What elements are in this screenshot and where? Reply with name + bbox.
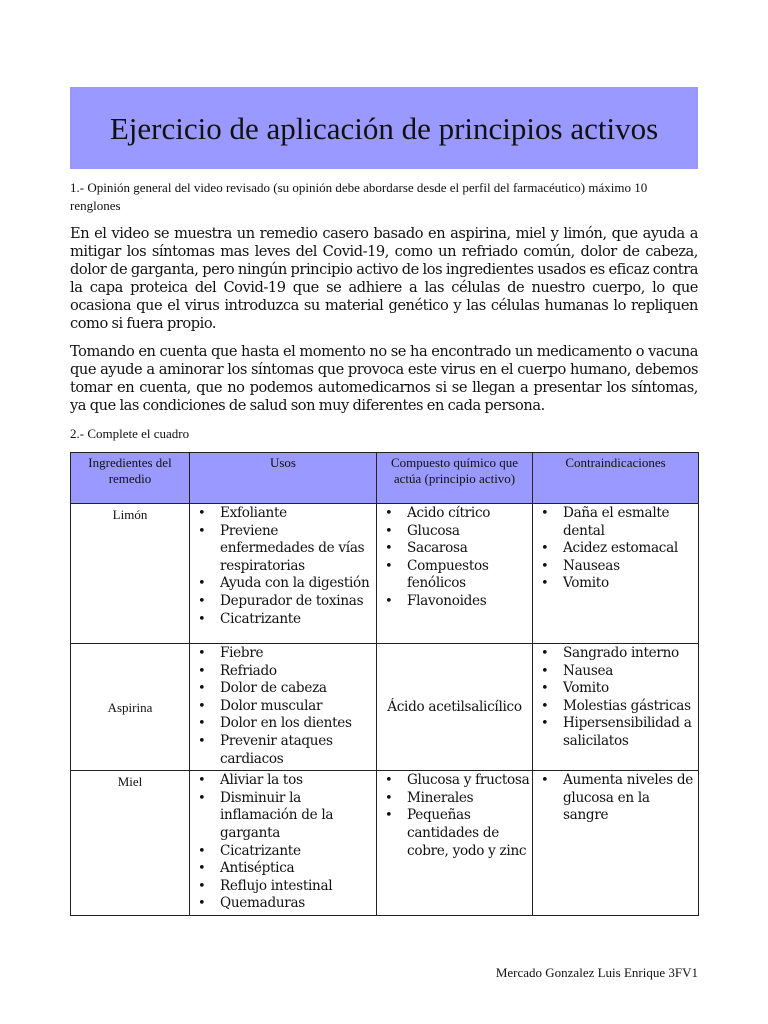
ingredient-cell: Aspirina [71,644,190,771]
document-page [70,87,698,916]
list-item: • Previene enfermedades de vías respiratorias [220,523,374,576]
usos-cell [190,504,377,644]
list-item: • Vomito [563,575,696,593]
usos-list [190,505,374,628]
contra-list [533,645,696,751]
header-ingredientes: Ingredientes del remedio [71,453,190,504]
list-item: • Dolor de cabeza [220,680,374,698]
list-item: • Daña el esmalte dental [563,505,696,540]
list-item: • Glucosa [407,523,530,541]
header-contraindicaciones: Contraindicaciones [533,453,699,504]
compuesto-cell: Ácido acetilsalicílico [377,644,533,771]
ingredient-cell: Limón [71,504,190,644]
compuesto-list [377,505,530,611]
list-item: • Minerales [407,790,530,808]
answer-paragraph-2: Tomando en cuenta que hasta el momento no se ha encontrado un medicamento o vacuna que ayude a aminorar los síntomas que provoca este virus en el cuerpo humano, debemos tomar en cuenta, que no podemos automedicarnos si se llegan a presentar los síntomas, ya que las condiciones de salud son muy diferentes en cada persona. [70,343,698,414]
list-item: • Exfoliante [220,505,374,523]
table-header-row [71,453,699,504]
answer-paragraph-1: En el video se muestra un remedio casero basado en aspirina, miel y limón, que ayuda a mitigar los síntomas mas leves del Covid-19, como un refriado común, dolor de cabeza, dolor de garganta, pero ningún principio activo de los ingredientes usados es eficaz contra la capa proteica del Covid-19 que se adhiere a las células de nuestro cuerpo, lo que ocasiona que el virus introduzca su material genético y las células humanas lo repliquen como si fuera propio. [70,225,698,332]
list-item: • Nauseas [563,558,696,576]
question-2: 2.- Complete el cuadro [70,426,190,441]
list-item: • Cicatrizante [220,843,374,861]
list-item: • Ayuda con la digestión [220,575,374,593]
contra-cell [533,504,699,644]
list-item: • Quemaduras [220,895,374,913]
list-item: • Flavonoides [407,593,530,611]
list-item: • Disminuir la inflamación de la garganta [220,790,374,843]
list-item: • Vomito [563,680,696,698]
list-item: • Dolor muscular [220,698,374,716]
list-item: • Aliviar la tos [220,772,374,790]
compuesto-cell [377,504,533,644]
usos-list [190,772,374,913]
list-item: • Sacarosa [407,540,530,558]
contra-list [533,505,696,593]
compuesto-cell [377,771,533,916]
table-row [71,504,699,644]
list-item: • Reflujo intestinal [220,878,374,896]
question-1: 1.- Opinión general del video revisado (su opinión debe abordarse desde el perfil del farmacéutico) máximo 10 renglones [70,180,648,213]
document-title: Ejercicio de aplicación de principios activos [70,87,698,169]
contra-cell [533,644,699,771]
list-item: • Hipersensibilidad a salicilatos [563,715,696,750]
contra-list [533,772,696,825]
header-compuesto: Compuesto químico que actúa (principio activo) [377,453,533,504]
list-item: • Aumenta niveles de glucosa en la sangre [563,772,696,825]
list-item: • Fiebre [220,645,374,663]
list-item: • Compuestos fenólicos [407,558,530,593]
list-item: • Prevenir ataques cardiacos [220,733,374,768]
list-item: • Antiséptica [220,860,374,878]
compuesto-list [377,772,530,860]
table-row [71,644,699,771]
list-item: • Refriado [220,663,374,681]
usos-cell [190,771,377,916]
ingredient-cell: Miel [71,771,190,916]
contra-cell [533,771,699,916]
list-item: • Sangrado interno [563,645,696,663]
author-footer: Mercado Gonzalez Luis Enrique 3FV1 [495,965,698,980]
list-item: • Pequeñas cantidades de cobre, yodo y zinc [407,807,530,860]
list-item: • Cicatrizante [220,611,374,629]
list-item: • Acidez estomacal [563,540,696,558]
list-item: • Depurador de toxinas [220,593,374,611]
list-item: • Nausea [563,663,696,681]
list-item: • Molestias gástricas [563,698,696,716]
ingredients-table [70,452,699,916]
list-item: • Acido cítrico [407,505,530,523]
list-item: • Dolor en los dientes [220,715,374,733]
usos-cell [190,644,377,771]
table-row [71,771,699,916]
list-item: • Glucosa y fructosa [407,772,530,790]
usos-list [190,645,374,768]
header-usos: Usos [190,453,377,504]
